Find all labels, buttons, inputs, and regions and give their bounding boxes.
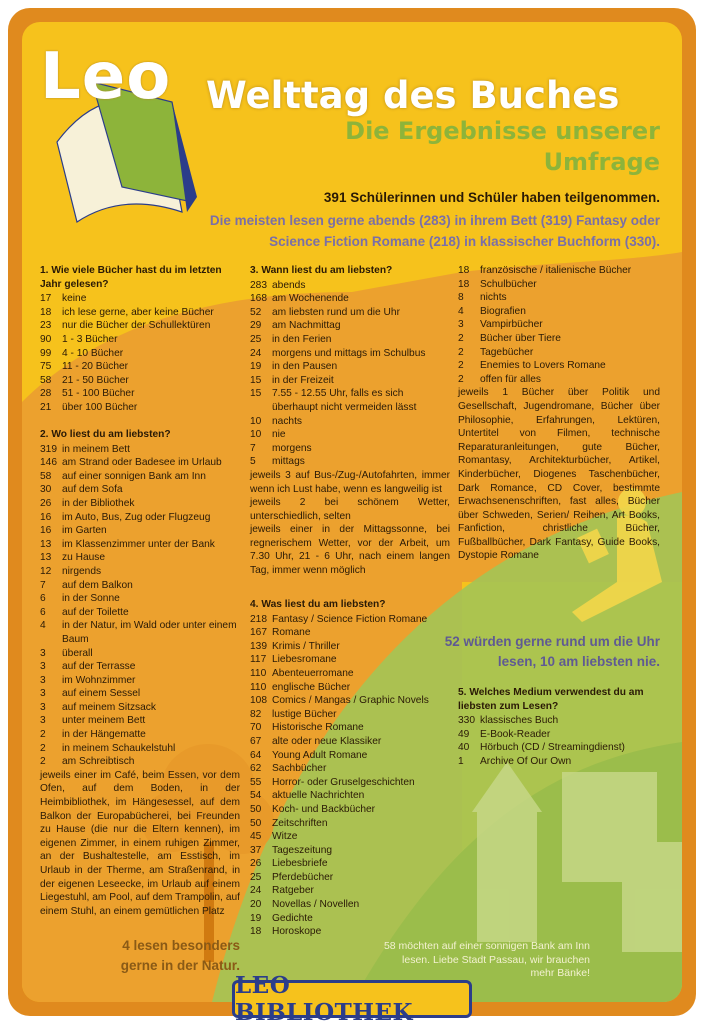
- answer-count: 18: [40, 306, 52, 318]
- answer-row: [40, 306, 240, 320]
- answer-label: Sachbücher: [272, 763, 327, 775]
- answer-row: [40, 387, 240, 401]
- answer-count: 6: [40, 593, 46, 605]
- answer-label: Fantasy / Science Fiction Romane: [272, 613, 428, 625]
- answer-label: Comics / Mangas / Graphic Novels: [272, 695, 429, 707]
- answer-row: [250, 898, 450, 912]
- question-1-title: 1. Wie viele Bücher hast du im letzten Jahr gelesen?: [40, 265, 222, 290]
- answer-row: [40, 292, 240, 306]
- answer-label: morgens: [272, 442, 312, 454]
- answer-row: [250, 667, 450, 681]
- answer-count: 62: [250, 763, 262, 775]
- answer-count: 24: [250, 347, 262, 359]
- answer-label: in der Natur, im Wald oder unter einem Baum: [62, 620, 237, 645]
- answer-row: [458, 318, 660, 332]
- answer-count: 13: [40, 538, 52, 550]
- answer-label: Liebesbriefe: [272, 858, 328, 870]
- answer-label: nachts: [272, 415, 303, 427]
- answer-count: 1: [458, 755, 464, 767]
- answer-count: 23: [40, 320, 52, 332]
- answer-row: [250, 613, 450, 627]
- answer-count: 26: [250, 858, 262, 870]
- answer-count: 2: [458, 346, 464, 358]
- answer-row: [250, 681, 450, 695]
- answer-count: 16: [40, 525, 52, 537]
- answer-label: in den Pausen: [272, 361, 338, 373]
- answer-row: [458, 373, 660, 387]
- question-1-answers: [40, 292, 240, 414]
- answer-row: [40, 687, 240, 701]
- answer-count: 2: [40, 756, 46, 768]
- answer-count: 29: [250, 320, 262, 332]
- question-3-answers: [250, 279, 450, 469]
- answer-count: 319: [40, 443, 57, 455]
- answer-count: 139: [250, 640, 267, 652]
- question-5: [458, 686, 660, 769]
- answer-count: 2: [458, 360, 464, 372]
- answer-count: 67: [250, 735, 262, 747]
- answer-row: [40, 470, 240, 484]
- answer-label: am Wochenende: [272, 293, 349, 305]
- answer-label: Historische Romane: [272, 722, 364, 734]
- answer-row: [250, 428, 450, 442]
- answer-row: [250, 776, 450, 790]
- answer-count: 18: [458, 278, 470, 290]
- answer-label: nie: [272, 429, 286, 441]
- answer-count: 45: [250, 831, 262, 843]
- answer-label: abends: [272, 279, 306, 291]
- answer-row: [458, 264, 660, 278]
- answer-count: 7: [250, 442, 256, 454]
- answer-row: [250, 347, 450, 361]
- answer-count: 3: [40, 661, 46, 673]
- answer-row: [40, 647, 240, 661]
- answer-count: 37: [250, 844, 262, 856]
- answer-count: 5: [250, 456, 256, 468]
- answer-count: 21: [40, 401, 52, 413]
- answer-label: E-Book-Reader: [480, 728, 551, 740]
- answer-row: [40, 755, 240, 769]
- answer-label: auf einem Sessel: [62, 688, 141, 700]
- answer-count: 3: [40, 674, 46, 686]
- answer-row: [458, 755, 660, 769]
- answer-row: [458, 346, 660, 360]
- answer-count: 2: [458, 373, 464, 385]
- answer-count: 10: [250, 415, 262, 427]
- answer-count: 17: [40, 293, 52, 305]
- answer-row: [250, 694, 450, 708]
- answer-row: [250, 387, 450, 414]
- answer-row: [250, 653, 450, 667]
- answer-label: Koch- und Backbücher: [272, 803, 376, 815]
- footer-library-name: LEO BIBLIOTHEK: [235, 972, 413, 1026]
- answer-count: 110: [250, 667, 267, 679]
- answer-row: [458, 332, 660, 346]
- answer-count: 55: [250, 776, 262, 788]
- answer-row: [250, 749, 450, 763]
- answer-row: [40, 360, 240, 374]
- answer-label: auf meinem Sitzsack: [62, 701, 156, 713]
- answer-count: 28: [40, 388, 52, 400]
- answer-row: [40, 714, 240, 728]
- answer-count: 40: [458, 742, 470, 754]
- answer-row: [250, 817, 450, 831]
- answer-row: [40, 319, 240, 333]
- question-4-note: jeweils 1 Bücher über Politik und Gesellschaft, Jugendromane, Bücher über Philosophie, Erfahrungen, Lektüren, Untertitel von Filmen, technische Reparaturanleitungen, gute Bücher, Romantasy, Architekturbücher, Artikel, Kinderbücher, Diogenes Taschenbücher, Dark Romance, CD Cover, bestimmte Erwachsenenschriften, fast alles, Bücher über Schweden, Serien/ Reihen, Art Books, Fanfiction, christliche Bücher, Fußballbücher, Dark Fantasy, Guide Books, Dystopie Romane: [458, 387, 660, 562]
- answer-label: Hörbuch (CD / Streamingdienst): [480, 742, 625, 754]
- answer-label: aktuelle Nachrichten: [272, 790, 365, 802]
- answer-row: [250, 871, 450, 885]
- answer-row: [250, 721, 450, 735]
- answer-label: Liebesromane: [272, 654, 337, 666]
- question-2-title: 2. Wo liest du am liebsten?: [40, 429, 171, 440]
- answer-label: Gedichte: [272, 912, 313, 924]
- page-subtitle: Die Ergebnisse unserer Umfrage: [345, 117, 660, 176]
- answer-label: Vampirbücher: [480, 319, 543, 331]
- answer-row: [40, 374, 240, 388]
- answer-row: [40, 674, 240, 688]
- answer-label: 11 - 20 Bücher: [62, 361, 129, 373]
- answer-count: 70: [250, 722, 262, 734]
- answer-label: französische / italienische Bücher: [480, 265, 632, 276]
- answer-count: 18: [250, 926, 262, 938]
- answer-label: Ratgeber: [272, 885, 314, 897]
- answer-row: [458, 728, 660, 742]
- answer-count: 25: [250, 871, 262, 883]
- answer-label: Horoskope: [272, 926, 322, 938]
- answer-count: 90: [40, 333, 52, 345]
- page-title: Welttag des Buches: [206, 74, 620, 117]
- answer-row: [250, 708, 450, 722]
- answer-row: [40, 742, 240, 756]
- answer-count: 6: [40, 606, 46, 618]
- answer-row: [40, 592, 240, 606]
- answer-count: 52: [250, 306, 262, 318]
- answer-row: [250, 844, 450, 858]
- answer-row: [40, 483, 240, 497]
- answer-row: [250, 626, 450, 640]
- answer-label: Krimis / Thriller: [272, 640, 340, 652]
- answer-row: [250, 803, 450, 817]
- question-4-title: 4. Was liest du am liebsten?: [250, 599, 386, 610]
- answer-label: lustige Bücher: [272, 708, 337, 720]
- answer-row: [250, 415, 450, 429]
- answer-label: Abenteuerromane: [272, 667, 354, 679]
- question-3-title: 3. Wann liest du am liebsten?: [250, 265, 393, 276]
- answer-label: 21 - 50 Bücher: [62, 374, 129, 386]
- answer-count: 167: [250, 627, 267, 639]
- answer-count: 58: [40, 470, 52, 482]
- answer-label: Enemies to Lovers Romane: [480, 360, 606, 372]
- answer-count: 8: [458, 292, 464, 304]
- answer-count: 49: [458, 728, 470, 740]
- answer-row: [40, 456, 240, 470]
- answer-count: 108: [250, 695, 267, 707]
- answer-label: zu Hause: [62, 552, 106, 564]
- answer-row: [40, 660, 240, 674]
- answer-count: 13: [40, 552, 52, 564]
- answer-row: [40, 551, 240, 565]
- answer-count: 4: [40, 620, 46, 632]
- answer-label: über 100 Bücher: [62, 401, 138, 413]
- answer-row: [458, 359, 660, 373]
- answer-count: 2: [458, 332, 464, 344]
- answer-row: [250, 306, 450, 320]
- answer-label: Young Adult Romane: [272, 749, 368, 761]
- answer-label: auf dem Balkon: [62, 579, 133, 591]
- answer-label: unter meinem Bett: [62, 715, 146, 727]
- answer-label: offen für alles: [480, 373, 541, 385]
- answer-count: 2: [40, 729, 46, 741]
- answer-label: Horror- oder Gruselgeschichten: [272, 776, 415, 788]
- answer-row: [40, 401, 240, 415]
- answer-count: 58: [40, 374, 52, 386]
- answer-row: [250, 912, 450, 926]
- answer-label: im Auto, Bus, Zug oder Flugzeug: [62, 511, 211, 523]
- answer-row: [250, 279, 450, 293]
- answer-label: morgens und mittags im Schulbus: [272, 347, 426, 359]
- answer-row: [40, 565, 240, 579]
- answer-row: [250, 884, 450, 898]
- answer-label: Tageszeitung: [272, 844, 333, 856]
- answer-row: [250, 789, 450, 803]
- answer-label: in meinem Bett: [62, 443, 130, 455]
- question-3-note-2: jeweils 2 bei schönem Wetter, unterschiedlich, selten: [250, 497, 450, 522]
- answer-label: in der Hängematte: [62, 729, 146, 741]
- answer-label: Novellas / Novellen: [272, 899, 360, 911]
- answer-row: [250, 374, 450, 388]
- answer-row: [40, 728, 240, 742]
- answer-count: 2: [40, 742, 46, 754]
- answer-count: 283: [250, 279, 267, 291]
- answer-count: 20: [250, 899, 262, 911]
- answer-label: in der Sonne: [62, 593, 120, 605]
- question-4: [250, 598, 450, 939]
- answer-label: im Klassenzimmer unter der Bank: [62, 538, 215, 550]
- answer-count: 99: [40, 347, 52, 359]
- answer-label: 51 - 100 Bücher: [62, 388, 135, 400]
- question-3-note-3: jeweils einer in der Mittagssonne, bei regnerischem Wetter, vor der Arbeit, um 7.30 Uhr, 21 - 6 Uhr, nach einem langen Tag, immer wenn möglich: [250, 524, 450, 577]
- answer-row: [40, 333, 240, 347]
- answer-row: [40, 538, 240, 552]
- answer-label: nur die Bücher der Schullektüren: [62, 320, 211, 332]
- callout-around-the-clock: 52 würden gerne rund um die Uhr lesen, 10 am liebsten nie.: [444, 634, 660, 669]
- answer-count: 54: [250, 790, 262, 802]
- answer-count: 3: [40, 701, 46, 713]
- answer-row: [458, 305, 660, 319]
- answer-count: 110: [250, 681, 267, 693]
- answer-count: 18: [458, 265, 470, 276]
- answer-row: [458, 278, 660, 292]
- question-4-answers: [250, 613, 450, 939]
- answer-row: [250, 830, 450, 844]
- answer-label: am liebsten rund um die Uhr: [272, 306, 400, 318]
- answer-label: Pferdebücher: [272, 871, 334, 883]
- answer-row: [40, 579, 240, 593]
- answer-label: in den Ferien: [272, 333, 332, 345]
- answer-label: auf der Toilette: [62, 606, 129, 618]
- answer-count: 19: [250, 361, 262, 373]
- answer-row: [40, 443, 240, 457]
- question-3: [250, 264, 450, 578]
- answer-label: auf einer sonnigen Bank am Inn: [62, 470, 206, 482]
- answer-row: [40, 701, 240, 715]
- answer-count: 30: [40, 484, 52, 496]
- question-2-note: jeweils einer im Café, beim Essen, vor dem Ofen, auf dem Boden, in der Heimbibliothek, im Hängesessel, auf dem Balkon der Europabücherei, bei Freunden zu Hause (die nur die Eltern kennen), im eigenen Zimmer, in einem ruhigen Zimmer, an der Bushaltestelle, am Esstisch, im Urlaub in der Therme, am Straßenrand, in der eigenen Leseecke, im Urlaub auf einem Liegestuhl, am Pool, auf dem Trampolin, auf einem Stuhl, an einem gemütlichen Platz: [40, 769, 240, 917]
- answer-row: [250, 319, 450, 333]
- answer-count: 3: [40, 688, 46, 700]
- answer-row: [250, 455, 450, 469]
- answer-label: in der Bibliothek: [62, 497, 135, 509]
- answer-label: im Garten: [62, 525, 107, 537]
- answer-label: Archive Of Our Own: [480, 755, 572, 767]
- answer-row: [250, 292, 450, 306]
- answer-row: [250, 442, 450, 456]
- answer-label: ich lese gerne, aber keine Bücher: [62, 306, 214, 318]
- answer-row: [250, 857, 450, 871]
- answer-row: [458, 741, 660, 755]
- answer-count: 168: [250, 293, 267, 305]
- answer-row: [458, 291, 660, 305]
- answer-row: [250, 333, 450, 347]
- answer-count: 3: [458, 319, 464, 331]
- answer-row: [40, 497, 240, 511]
- question-4-continued: [458, 264, 660, 563]
- answer-label: am Nachmittag: [272, 320, 341, 332]
- answer-count: 218: [250, 613, 267, 625]
- answer-label: nichts: [480, 292, 507, 304]
- answer-count: 7: [40, 579, 46, 591]
- answer-count: 3: [40, 647, 46, 659]
- answer-row: [250, 735, 450, 749]
- answer-count: 50: [250, 803, 262, 815]
- answer-count: 15: [250, 388, 262, 400]
- answer-count: 3: [40, 715, 46, 727]
- answer-label: mittags: [272, 456, 305, 468]
- answer-label: 4 - 10 Bücher: [62, 347, 124, 359]
- answer-count: 50: [250, 817, 262, 829]
- answer-label: am Schreibtisch: [62, 756, 135, 768]
- question-1: [40, 264, 240, 415]
- answer-row: [250, 925, 450, 939]
- answer-label: in der Freizeit: [272, 374, 334, 386]
- answer-count: 82: [250, 708, 262, 720]
- answer-label: Bücher über Tiere: [480, 332, 561, 344]
- answer-row: [458, 714, 660, 728]
- answer-row: [40, 606, 240, 620]
- answer-row: [40, 524, 240, 538]
- answer-label: klassisches Buch: [480, 715, 559, 727]
- answer-label: überall: [62, 647, 93, 659]
- answer-row: [250, 640, 450, 654]
- question-3-note-1: jeweils 3 auf Bus-/Zug-/Autofahrten, immer wenn ich Lust habe, wenn es langweilig ist: [250, 469, 450, 495]
- answer-row: [40, 619, 240, 646]
- question-5-answers: [458, 714, 660, 768]
- answer-label: 7.55 - 12.55 Uhr, falls es sich überhaupt nicht vermeiden lässt: [272, 388, 417, 413]
- answer-count: 16: [40, 511, 52, 523]
- answer-count: 117: [250, 654, 267, 666]
- answer-row: [40, 511, 240, 525]
- callout-nature: 4 lesen besonders gerne in der Natur.: [120, 938, 240, 973]
- leo-logo: Leo: [40, 40, 172, 114]
- question-2: [40, 428, 240, 918]
- answer-label: im Wohnzimmer: [62, 674, 136, 686]
- answer-label: keine: [62, 293, 87, 305]
- answer-label: Romane: [272, 627, 311, 639]
- answer-row: [250, 360, 450, 374]
- answer-count: 15: [250, 374, 262, 386]
- answer-label: nirgends: [62, 565, 102, 577]
- answer-count: 146: [40, 457, 57, 469]
- answer-label: alte oder neue Klassiker: [272, 735, 382, 747]
- answer-label: auf dem Sofa: [62, 484, 123, 496]
- question-4-answers-continued: [458, 264, 660, 386]
- answer-label: am Strand oder Badesee im Urlaub: [62, 457, 222, 469]
- answer-count: 10: [250, 429, 262, 441]
- answer-label: 1 - 3 Bücher: [62, 333, 118, 345]
- answer-count: 24: [250, 885, 262, 897]
- answer-count: 75: [40, 361, 52, 373]
- footer-library-logo: [232, 972, 472, 1026]
- answer-row: [40, 347, 240, 361]
- question-2-answers: [40, 443, 240, 769]
- answer-label: Zeitschriften: [272, 817, 328, 829]
- answer-count: 330: [458, 715, 475, 727]
- answer-label: Biografien: [480, 305, 526, 317]
- answer-label: Schulbücher: [480, 278, 537, 290]
- intro-participants: 391 Schülerinnen und Schüler haben teilgenommen.: [323, 190, 660, 205]
- answer-count: 12: [40, 565, 52, 577]
- answer-label: auf der Terrasse: [62, 661, 136, 673]
- answer-count: 64: [250, 749, 262, 761]
- answer-count: 26: [40, 497, 52, 509]
- intro-summary: Die meisten lesen gerne abends (283) in ihrem Bett (319) Fantasy oder Science Fiction Romane (218) in klassischer Buchform (330).: [209, 213, 660, 249]
- question-5-title: 5. Welches Medium verwendest du am liebsten zum Lesen?: [458, 687, 644, 712]
- answer-label: Tagebücher: [480, 346, 534, 358]
- answer-row: [250, 762, 450, 776]
- answer-label: englische Bücher: [272, 681, 351, 693]
- answer-count: 25: [250, 333, 262, 345]
- answer-count: 4: [458, 305, 464, 317]
- answer-label: Witze: [272, 831, 298, 843]
- answer-label: in meinem Schaukelstuhl: [62, 742, 176, 754]
- callout-bench: 58 möchten auf einer sonnigen Bank am Inn lesen. Liebe Stadt Passau, wir brauchen mehr Bänke!: [383, 940, 590, 979]
- answer-count: 19: [250, 912, 262, 924]
